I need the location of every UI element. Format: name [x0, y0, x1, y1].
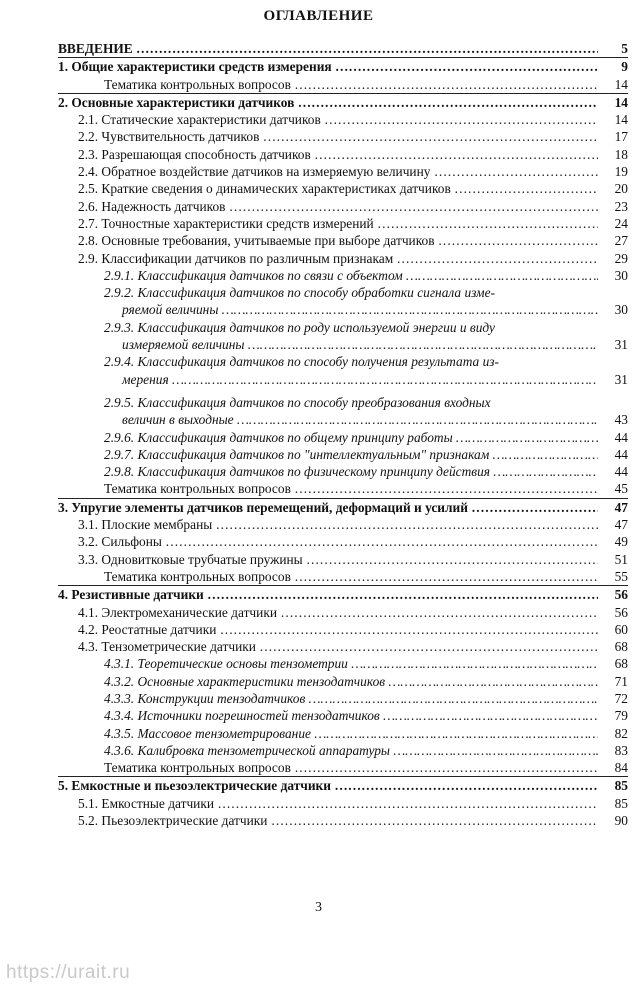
toc-entry[interactable] — [58, 795, 628, 812]
toc-entry-title: 2.3. Разрешающая способность датчиков …………………………………………………………………………………………………………………………………………………… — [58, 146, 598, 163]
page-title: ОГЛАВЛЕНИЕ — [263, 8, 374, 24]
toc-entry-page: 27 — [614, 233, 628, 249]
toc-entry-title: 2.2. Чувствительность датчиков …………………………………………………………………………………………………………………………………………………… — [58, 128, 598, 145]
toc-entry-page: 20 — [614, 181, 628, 197]
toc-entry-page: 47 — [614, 517, 628, 533]
toc-entry-page: 84 — [614, 760, 628, 776]
toc-entry-title: 2.8. Основные требования, учитываемые при выборе датчиков …………………………………………………………………………………………………………………………………………………… — [58, 232, 598, 249]
toc-entry-page: 5 — [621, 41, 628, 56]
toc-entry[interactable] — [58, 180, 628, 197]
toc-entry-title — [58, 353, 598, 388]
toc-entry-page: 49 — [614, 534, 628, 550]
toc-entry[interactable] — [58, 621, 628, 638]
toc-entry[interactable] — [58, 250, 628, 267]
toc-entry-page: 51 — [614, 551, 628, 567]
toc-entry[interactable] — [58, 707, 628, 724]
toc-entry[interactable] — [58, 215, 628, 232]
toc-entry-title-line2: ряемой величины …………………………………………………………………………………………………………………………… — [104, 301, 598, 318]
toc-entry-page: 90 — [614, 813, 628, 829]
toc-entry-page: 47 — [614, 499, 628, 515]
toc-entry[interactable] — [58, 655, 628, 672]
toc-entry[interactable] — [58, 198, 628, 215]
toc-entry-title: 3. Упругие элементы датчиков перемещений, деформаций и усилий …………………………………………………………………………………………………………………………………………………… — [58, 499, 598, 516]
toc-entry-title: 4. Резистивные датчики …………………………………………………………………………………………………………………………………………………… — [58, 586, 598, 603]
toc-entry-page: 68 — [614, 639, 628, 655]
toc-entry-page: 18 — [614, 146, 628, 162]
toc-entry-page: 19 — [614, 164, 628, 180]
toc-entry-title: 4.3.4. Источники погрешностей тензодатчиков …………………………………………………………………………………………………………………………………………………… — [58, 707, 598, 724]
toc-entry-page: 44 — [614, 429, 628, 445]
toc-entry[interactable] — [58, 516, 628, 533]
toc-entry-page: 14 — [614, 94, 628, 110]
toc-entry-page: 56 — [614, 604, 628, 620]
toc-entry-title: 2.7. Точностные характеристики средств измерений …………………………………………………………………………………………………………………………………………………… — [58, 215, 598, 232]
toc-entry[interactable] — [58, 429, 628, 446]
toc-entry-title: 2.6. Надежность датчиков …………………………………………………………………………………………………………………………………………………… — [58, 198, 598, 215]
toc-entry-page: 17 — [614, 129, 628, 145]
toc-entry-title: 5.1. Емкостные датчики …………………………………………………………………………………………………………………………………………………… — [58, 795, 598, 812]
toc-entry[interactable] — [58, 111, 628, 128]
toc-entry-title: Тематика контрольных вопросов …………………………………………………………………………………………………………………………………………………… — [58, 568, 598, 585]
toc-entry-page: 79 — [614, 708, 628, 724]
toc-entry-title: 3.3. Одновитковые трубчатые пружины …………………………………………………………………………………………………………………………………………………… — [58, 551, 598, 568]
toc-entry-title: 5.2. Пьезоэлектрические датчики …………………………………………………………………………………………………………………………………………………… — [58, 812, 598, 829]
toc-entry-title — [58, 319, 598, 354]
toc-entry[interactable] — [58, 498, 628, 516]
toc-entry[interactable] — [58, 690, 628, 707]
toc-entry-page: 9 — [621, 59, 628, 75]
toc-entry[interactable] — [58, 463, 628, 480]
toc-entry-page: 72 — [614, 690, 628, 706]
toc-entry-page: 30 — [614, 267, 628, 283]
toc-entry[interactable] — [58, 673, 628, 690]
toc-entry-title: 2.9.7. Классификация датчиков по "интеллектуальным" признакам …………………………………………………………………………………………………………………………………………………… — [58, 446, 598, 463]
toc-entry-title: 2.9.8. Классификация датчиков по физическому принципу действия …………………………………………………………………………………………………………………………………………………… — [58, 463, 598, 480]
toc-entry-page: 45 — [614, 481, 628, 497]
toc-entry-title: 3.2. Сильфоны …………………………………………………………………………………………………………………………………………………… — [58, 533, 598, 550]
toc-entry[interactable] — [58, 319, 628, 354]
toc-entry-title: 2.9.1. Классификация датчиков по связи с объектом …………………………………………………………………………………………………………………………………………………… — [58, 267, 598, 284]
toc-entry-page: 14 — [614, 76, 628, 92]
toc-entry-title: 4.3.2. Основные характеристики тензодатчиков …………………………………………………………………………………………………………………………………………………… — [58, 673, 598, 690]
toc-entry[interactable] — [58, 232, 628, 249]
page-number: 3 — [315, 900, 322, 915]
toc-entry[interactable] — [58, 267, 628, 284]
toc-entry[interactable] — [58, 128, 628, 145]
toc-entry[interactable] — [58, 551, 628, 568]
toc-entry-page: 30 — [614, 302, 628, 318]
toc-entry-title: 1. Общие характеристики средств измерения …………………………………………………………………………………………………………………………………………………… — [58, 58, 598, 75]
watermark: https://urait.ru — [6, 962, 131, 983]
toc-entry[interactable] — [58, 585, 628, 603]
toc-entry[interactable] — [58, 776, 628, 794]
toc-entry[interactable] — [58, 163, 628, 180]
toc-entry-page: 83 — [614, 742, 628, 758]
toc-entry-page: 43 — [614, 412, 628, 428]
toc-entry-title — [58, 284, 598, 319]
toc-entry-title: 4.3.5. Массовое тензометрирование …………………………………………………………………………………………………………………………………………………… — [58, 725, 598, 742]
toc-entry[interactable] — [58, 568, 628, 585]
toc-entry-title-line2: мерения …………………………………………………………………………………………………………………………… — [104, 371, 598, 388]
toc-entry-title: 5. Емкостные и пьезоэлектрические датчики …………………………………………………………………………………………………………………………………………………… — [58, 777, 598, 794]
toc-entry-title: 4.3.1. Теоретические основы тензометрии …………………………………………………………………………………………………………………………………………………… — [58, 655, 598, 672]
toc-entry-title: 4.2. Реостатные датчики …………………………………………………………………………………………………………………………………………………… — [58, 621, 598, 638]
toc-entry-title: 2. Основные характеристики датчиков …………………………………………………………………………………………………………………………………………………… — [58, 94, 598, 111]
toc-entry[interactable] — [58, 533, 628, 550]
toc-entry-title: ВВЕДЕНИЕ …………………………………………………………………………………………………………………………………………………… — [58, 40, 598, 57]
toc-entry[interactable] — [58, 394, 628, 429]
toc-entry[interactable] — [58, 604, 628, 621]
toc-entry-page: 29 — [614, 250, 628, 266]
toc-entry-title-line1: 2.9.2. Классификация датчиков по способу обработки сигнала изме- — [104, 285, 495, 301]
toc-entry-page: 44 — [614, 446, 628, 462]
toc-entry[interactable] — [58, 146, 628, 163]
toc-entry-page: 14 — [614, 112, 628, 128]
toc-entry[interactable] — [58, 57, 628, 75]
toc-entry[interactable] — [58, 284, 628, 319]
toc-entry-page: 24 — [614, 215, 628, 231]
toc-entry-page: 31 — [614, 337, 628, 353]
toc-entry[interactable] — [58, 742, 628, 759]
toc-entry[interactable] — [58, 480, 628, 497]
toc-entry[interactable] — [58, 638, 628, 655]
toc-entry-title: 4.3.3. Конструкции тензодатчиков …………………………………………………………………………………………………………………………………………………… — [58, 690, 598, 707]
toc-entry-title: Тематика контрольных вопросов …………………………………………………………………………………………………………………………………………………… — [58, 480, 598, 497]
toc-entry-page: 56 — [614, 587, 628, 603]
toc-entry-title: Тематика контрольных вопросов …………………………………………………………………………………………………………………………………………………… — [58, 76, 598, 93]
toc-entry-page: 44 — [614, 464, 628, 480]
toc-entry-title — [58, 394, 598, 429]
toc-entry-page: 85 — [614, 778, 628, 794]
toc-entry[interactable] — [58, 40, 628, 57]
toc-entry-page: 31 — [614, 371, 628, 387]
toc-entry[interactable] — [58, 725, 628, 742]
toc-entry-title: 4.3. Тензометрические датчики …………………………………………………………………………………………………………………………………………………… — [58, 638, 598, 655]
toc-entry-title: Тематика контрольных вопросов …………………………………………………………………………………………………………………………………………………… — [58, 759, 598, 776]
toc-entry[interactable] — [58, 93, 628, 111]
toc-entry-page: 55 — [614, 568, 628, 584]
toc-entry-page: 82 — [614, 725, 628, 741]
toc-entry-title: 4.1. Электромеханические датчики …………………………………………………………………………………………………………………………………………………… — [58, 604, 598, 621]
toc-entry-page: 60 — [614, 621, 628, 637]
toc-entry-title-line1: 2.9.4. Классификация датчиков по способу получения результата из- — [104, 354, 499, 370]
toc-entry-title-line2: величин в выходные …………………………………………………………………………………………………………………………… — [104, 411, 598, 428]
toc-entry-title: 2.1. Статические характеристики датчиков …………………………………………………………………………………………………………………………………………………… — [58, 111, 598, 128]
toc-entry-page: 71 — [614, 673, 628, 689]
toc-entry-title-line1: 2.9.5. Классификация датчиков по способу преобразования входных — [104, 394, 491, 410]
toc-entry-title-line1: 2.9.3. Классификация датчиков по роду используемой энергии и виду — [104, 319, 495, 335]
toc-entry[interactable] — [58, 446, 628, 463]
toc-entry-title: 2.5. Краткие сведения о динамических характеристиках датчиков …………………………………………………………………………………………………………………………………………………… — [58, 180, 598, 197]
toc-entry[interactable] — [58, 812, 628, 829]
toc-entry[interactable] — [58, 353, 628, 388]
toc-entry-title: 3.1. Плоские мембраны …………………………………………………………………………………………………………………………………………………… — [58, 516, 598, 533]
toc-entry-page: 23 — [614, 198, 628, 214]
toc-entry[interactable] — [58, 759, 628, 776]
toc-entry-page: 85 — [614, 795, 628, 811]
toc-entry-title: 2.9.6. Классификация датчиков по общему принципу работы …………………………………………………………………………………………………………………………………………………… — [58, 429, 598, 446]
toc-entry-title: 4.3.6. Калибровка тензометрической аппаратуры …………………………………………………………………………………………………………………………………………………… — [58, 742, 598, 759]
toc-entry-title: 2.4. Обратное воздействие датчиков на измеряемую величину …………………………………………………………………………………………………………………………………………………… — [58, 163, 598, 180]
toc-entry-title-line2: измеряемой величины …………………………………………………………………………………………………………………………… — [104, 336, 598, 353]
toc-entry-page: 68 — [614, 656, 628, 672]
table-of-contents — [58, 40, 628, 829]
toc-entry-title: 2.9. Классификации датчиков по различным признакам …………………………………………………………………………………………………………………………………………………… — [58, 250, 598, 267]
toc-entry[interactable] — [58, 76, 628, 93]
